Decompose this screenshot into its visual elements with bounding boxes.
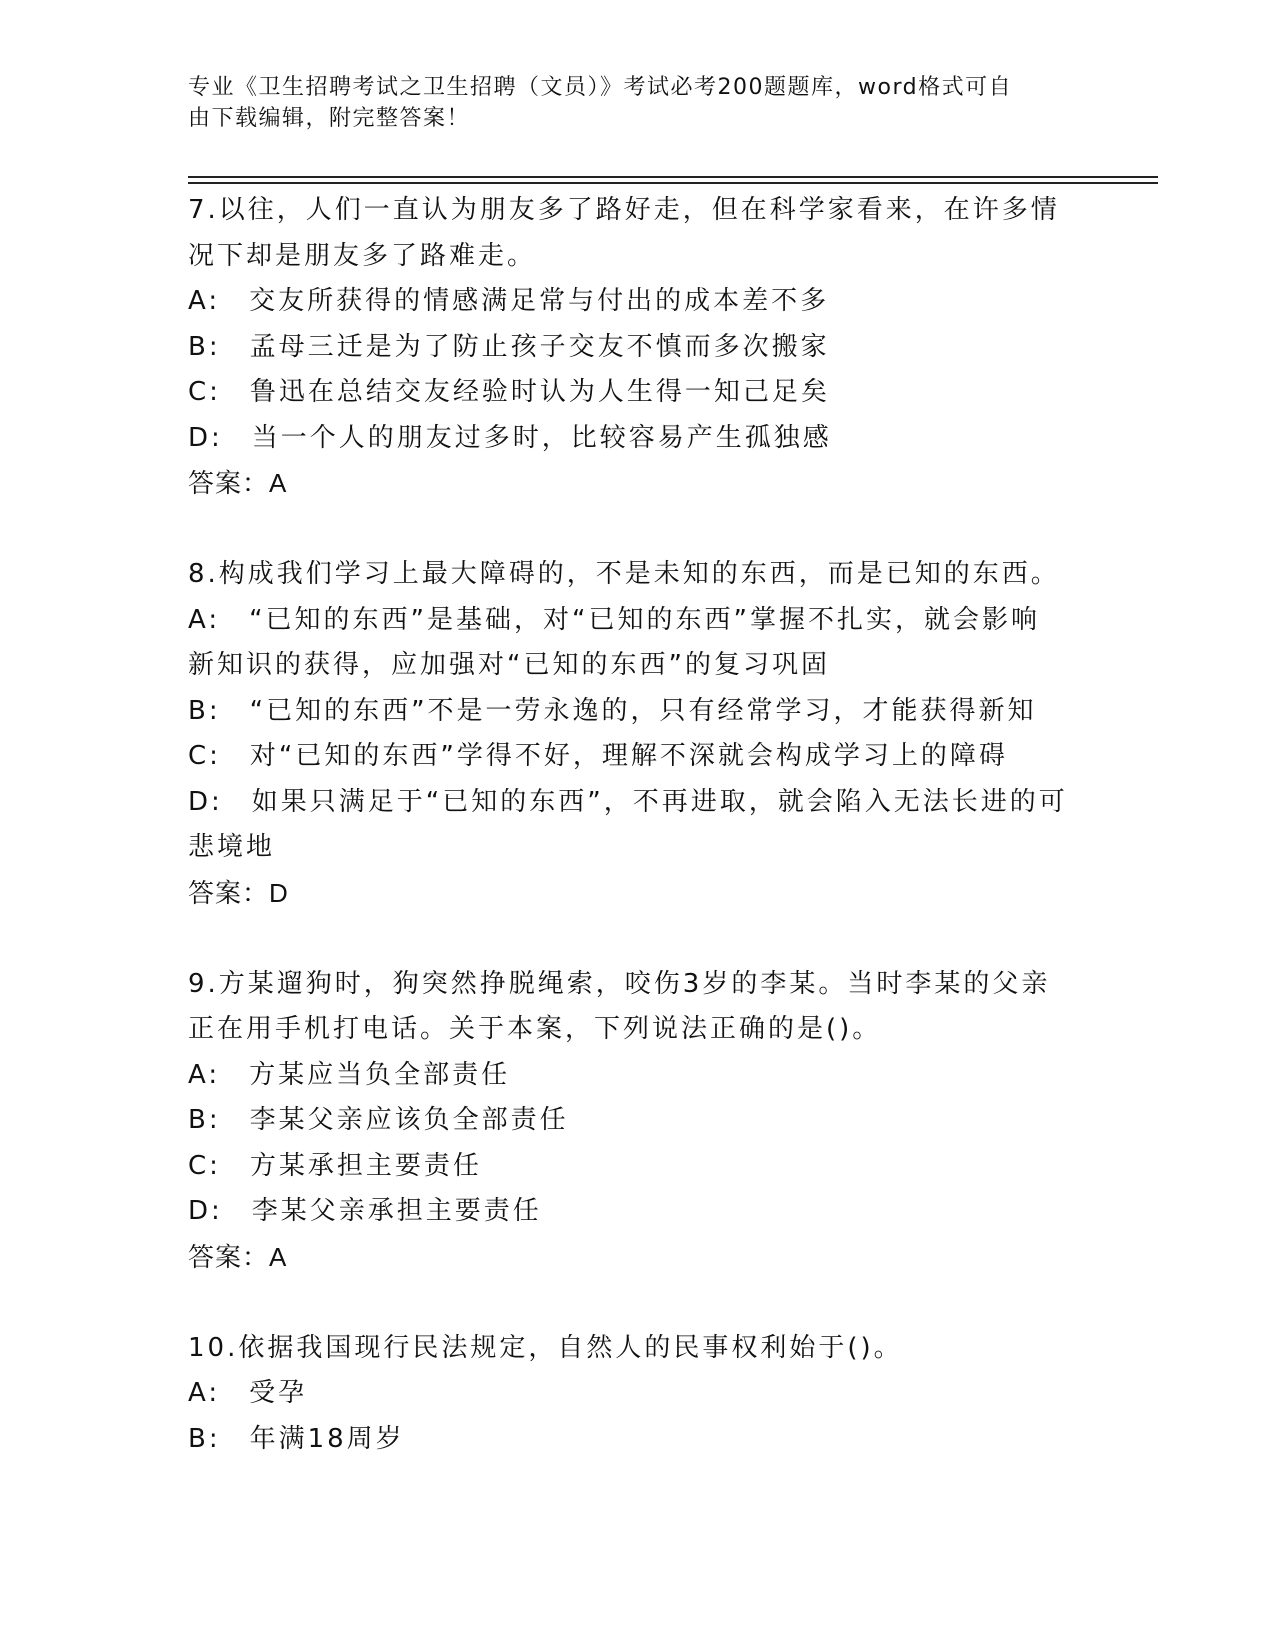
header-line-1: 专业《卫生招聘考试之卫生招聘（文员）》考试必考200题题库，word格式可自 (188, 75, 1013, 100)
question-10 (188, 1326, 1088, 1463)
question-stem-line: 10.依据我国现行民法规定，自然人的民事权利始于()。 (188, 1332, 903, 1363)
option-a-continued: 新知识的获得，应加强对“已知的东西”的复习巩固 (188, 650, 830, 680)
option-d-continued: 悲境地 (188, 832, 276, 862)
header-line-2: 由下载编辑，附完整答案！ (188, 106, 471, 131)
answer: 答案：D (188, 877, 289, 908)
option-a: A: 交友所获得的情感满足常与付出的成本差不多 (188, 286, 830, 316)
document-header (188, 72, 1088, 134)
option-a: A: 方某应当负全部责任 (188, 1059, 511, 1090)
question-stem-line: 8.构成我们学习上最大障碍的，不是未知的东西，而是已知的东西。 (188, 559, 1060, 589)
spacer (188, 1280, 1088, 1326)
answer: 答案：A (188, 468, 288, 498)
header-divider-top (188, 176, 1158, 178)
spacer (188, 507, 1088, 553)
question-9 (188, 962, 1088, 1281)
spacer (188, 916, 1088, 962)
option-d: D: 李某父亲承担主要责任 (188, 1196, 542, 1226)
answer: 答案：A (188, 1241, 288, 1272)
question-8 (188, 552, 1088, 916)
option-b: B: 孟母三迁是为了防止孩子交友不慎而多次搬家 (188, 331, 830, 362)
option-c: C: 对“已知的东西”学得不好，理解不深就会构成学习上的障碍 (188, 741, 1008, 771)
question-7 (188, 188, 1088, 507)
option-d: D: 如果只满足于“已知的东西”，不再进取，就会陷入无法长进的可 (188, 786, 1068, 817)
option-c: C: 鲁迅在总结交友经验时认为人生得一知己足矣 (188, 377, 830, 407)
option-c: C: 方某承担主要责任 (188, 1150, 482, 1181)
option-b: B: 年满18周岁 (188, 1423, 405, 1454)
option-a: A: 受孕 (188, 1378, 308, 1408)
header-divider-bottom (188, 182, 1158, 184)
option-b: B: “已知的东西”不是一劳永逸的，只有经常学习，才能获得新知 (188, 695, 1037, 726)
option-a: A: “已知的东西”是基础，对“已知的东西”掌握不扎实，就会影响 (188, 604, 1040, 635)
question-stem-line: 9.方某遛狗时，狗突然挣脱绳索，咬伤3岁的李某。当时李某的父亲 (188, 968, 1051, 999)
question-stem-line: 7.以往，人们一直认为朋友多了路好走，但在科学家看来，在许多情 (188, 195, 1060, 225)
option-d: D: 当一个人的朋友过多时，比较容易产生孤独感 (188, 422, 832, 453)
option-b: B: 李某父亲应该负全部责任 (188, 1105, 569, 1135)
question-stem-line: 正在用手机打电话。关于本案，下列说法正确的是()。 (188, 1014, 882, 1044)
question-stem-line: 况下却是朋友多了路难走。 (188, 240, 537, 271)
question-list (188, 188, 1088, 1462)
